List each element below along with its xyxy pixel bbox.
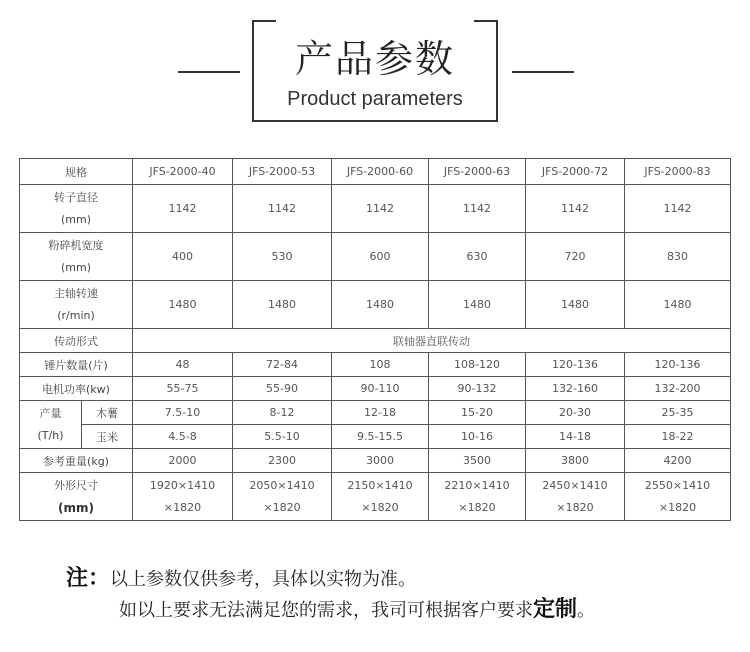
title-frame (252, 20, 498, 122)
weight-cell: 4200 (625, 449, 731, 473)
speed-label (20, 281, 133, 329)
model-cell: JFS-2000-83 (625, 159, 731, 185)
hammer-cell: 120-136 (526, 353, 625, 377)
cassava-cell: 25-35 (625, 401, 731, 425)
dim-bottom: ×1820 (263, 500, 301, 514)
hammer-cell: 72-84 (233, 353, 332, 377)
width-cell: 630 (429, 233, 526, 281)
footnote-text1: 以上参数仅供参考，具体以实物为准。 (110, 569, 417, 590)
weight-cell: 3000 (332, 449, 429, 473)
output-label-line1: 产量 (39, 406, 62, 420)
dim-bottom: ×1820 (458, 500, 496, 514)
speed-cell: 1480 (133, 281, 233, 329)
footnote-line1 (66, 564, 595, 595)
corn-cell: 14-18 (526, 425, 625, 449)
cassava-label: 木薯 (82, 401, 133, 425)
corn-cell: 5.5-10 (233, 425, 332, 449)
weight-cell: 3500 (429, 449, 526, 473)
dim-top: 2150×1410 (347, 478, 413, 492)
model-cell: JFS-2000-40 (133, 159, 233, 185)
table-row (20, 185, 731, 233)
dim-bottom: ×1820 (556, 500, 594, 514)
power-cell: 90-110 (332, 377, 429, 401)
drive-label: 传动形式 (20, 329, 133, 353)
rotor-cell: 1142 (429, 185, 526, 233)
footnote-head: 注： (66, 566, 111, 591)
table-row (20, 425, 731, 449)
drive-cell: 联轴器直联传动 (133, 329, 731, 353)
weight-cell: 2300 (233, 449, 332, 473)
width-cell: 600 (332, 233, 429, 281)
dim-cell (429, 473, 526, 521)
cassava-cell: 15-20 (429, 401, 526, 425)
page-subtitle: Product parameters (287, 88, 463, 110)
footnote-suffix: 。 (577, 600, 596, 621)
rotor-cell: 1142 (233, 185, 332, 233)
dim-top: 2210×1410 (444, 478, 510, 492)
power-label: 电机功率(kw) (20, 377, 133, 401)
title-line-right (512, 71, 574, 73)
speed-cell: 1480 (429, 281, 526, 329)
width-cell: 830 (625, 233, 731, 281)
page-title: 产品参数 (294, 37, 455, 81)
speed-label-line1: 主轴转速 (54, 286, 98, 300)
corn-cell: 9.5-15.5 (332, 425, 429, 449)
footnote-text2: 如以上要求无法满足您的需求，我司可根据客户要求 (119, 600, 533, 621)
product-parameters-table (19, 158, 731, 521)
corn-cell: 4.5-8 (133, 425, 233, 449)
model-cell: JFS-2000-60 (332, 159, 429, 185)
speed-cell: 1480 (233, 281, 332, 329)
table-row (20, 329, 731, 353)
rotor-cell: 1142 (526, 185, 625, 233)
rotor-label-line1: 转子直径 (54, 190, 98, 204)
corn-label: 玉米 (82, 425, 133, 449)
width-label-line2: (mm) (60, 260, 91, 274)
width-cell: 720 (526, 233, 625, 281)
dim-cell (133, 473, 233, 521)
rotor-cell: 1142 (625, 185, 731, 233)
table-row (20, 377, 731, 401)
weight-cell: 2000 (133, 449, 233, 473)
model-cell: JFS-2000-63 (429, 159, 526, 185)
dim-top: 2550×1410 (644, 478, 711, 492)
hammer-cell: 48 (133, 353, 233, 377)
dim-cell (625, 473, 731, 521)
corn-cell: 10-16 (429, 425, 526, 449)
table-row (20, 449, 731, 473)
dim-label (20, 473, 133, 521)
dim-cell (332, 473, 429, 521)
output-label-line2: (T/h) (37, 428, 64, 442)
rotor-label (20, 185, 133, 233)
output-label (20, 401, 82, 449)
corn-cell: 18-22 (625, 425, 731, 449)
power-cell: 55-75 (133, 377, 233, 401)
width-cell: 400 (133, 233, 233, 281)
width-label-line1: 粉碎机宽度 (48, 238, 104, 252)
power-cell: 132-200 (625, 377, 731, 401)
spec-label: 规格 (20, 159, 133, 185)
speed-cell: 1480 (625, 281, 731, 329)
rotor-label-line2: (mm) (60, 212, 91, 226)
weight-label: 参考重量(kg) (20, 449, 133, 473)
table-row (20, 401, 731, 425)
dim-label-line2: (mm) (58, 500, 94, 515)
weight-cell: 3800 (526, 449, 625, 473)
hammer-label: 锤片数量(片) (20, 353, 133, 377)
dim-bottom: ×1820 (361, 500, 399, 514)
power-cell: 132-160 (526, 377, 625, 401)
table-row (20, 353, 731, 377)
speed-cell: 1480 (526, 281, 625, 329)
dim-top: 1920×1410 (149, 478, 216, 492)
cassava-cell: 8-12 (233, 401, 332, 425)
width-cell: 530 (233, 233, 332, 281)
speed-cell: 1480 (332, 281, 429, 329)
table-row (20, 233, 731, 281)
footnote-line2 (66, 595, 595, 626)
hammer-cell: 108 (332, 353, 429, 377)
power-cell: 90-132 (429, 377, 526, 401)
rotor-cell: 1142 (332, 185, 429, 233)
footnote-emphasis: 定制 (533, 597, 578, 622)
width-label (20, 233, 133, 281)
dim-bottom: ×1820 (163, 500, 202, 514)
cassava-cell: 12-18 (332, 401, 429, 425)
hammer-cell: 108-120 (429, 353, 526, 377)
hammer-cell: 120-136 (625, 353, 731, 377)
table-row (20, 281, 731, 329)
cassava-cell: 20-30 (526, 401, 625, 425)
dim-cell (526, 473, 625, 521)
table-row (20, 159, 731, 185)
power-cell: 55-90 (233, 377, 332, 401)
speed-label-line2: (r/min) (57, 308, 95, 322)
model-cell: JFS-2000-53 (233, 159, 332, 185)
footnote (66, 564, 595, 626)
title-line-left (178, 71, 240, 73)
dim-cell (233, 473, 332, 521)
table-row (20, 473, 731, 521)
rotor-cell: 1142 (133, 185, 233, 233)
dim-top: 2050×1410 (249, 478, 315, 492)
cassava-cell: 7.5-10 (133, 401, 233, 425)
dim-bottom: ×1820 (658, 500, 697, 514)
model-cell: JFS-2000-72 (526, 159, 625, 185)
dim-label-line1: 外形尺寸 (54, 478, 98, 492)
dim-top: 2450×1410 (542, 478, 608, 492)
